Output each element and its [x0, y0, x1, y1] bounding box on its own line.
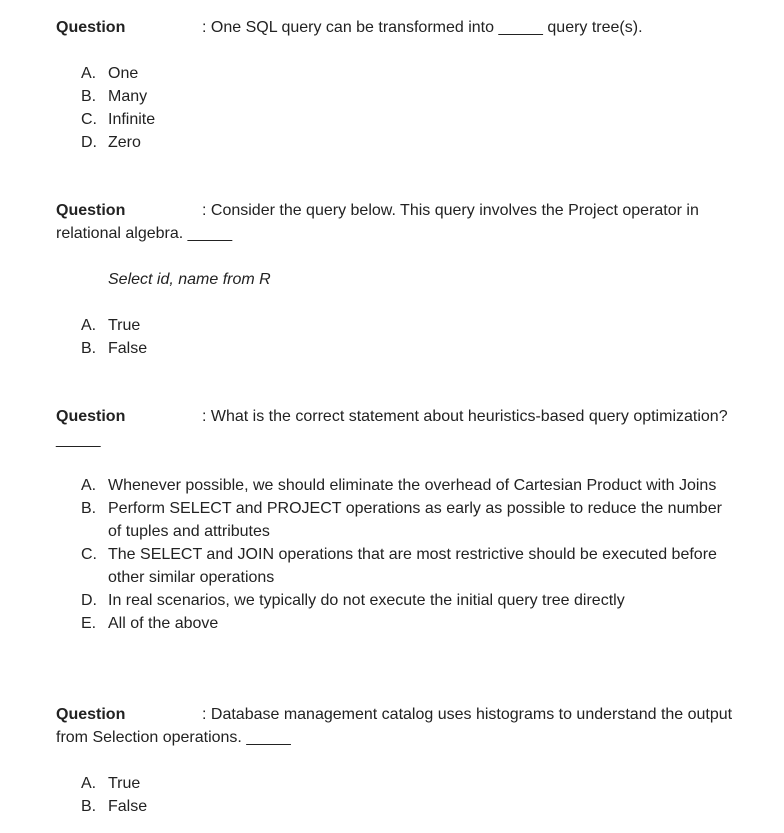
question-3-options — [81, 474, 731, 635]
option-letter: E. — [81, 615, 97, 632]
option-text: All of the above — [108, 615, 219, 632]
option-a — [81, 314, 731, 337]
question-1 — [56, 16, 736, 39]
question-label: Question — [56, 706, 126, 723]
option-b — [81, 337, 731, 360]
question-3 — [56, 405, 736, 451]
option-c — [81, 108, 731, 131]
option-text: In real scenarios, we typically do not execute the initial query tree directly — [108, 592, 625, 609]
option-letter: A. — [81, 317, 97, 334]
question-1-stem — [56, 16, 736, 39]
option-text: Whenever possible, we should eliminate the overhead of Cartesian Product with Joins — [108, 477, 717, 494]
option-letter: A. — [81, 477, 97, 494]
question-2-options — [81, 314, 731, 360]
question-2-stem — [56, 199, 736, 245]
option-letter: B. — [81, 798, 97, 815]
question-4 — [56, 703, 736, 749]
question-label: Question — [56, 202, 126, 219]
question-label: Question — [56, 408, 126, 425]
option-text: One — [108, 65, 139, 82]
option-text: Infinite — [108, 111, 156, 128]
option-text: Zero — [108, 134, 141, 151]
option-a — [81, 474, 731, 497]
option-letter: C. — [81, 111, 97, 128]
option-c — [81, 543, 731, 589]
question-4-options — [81, 772, 731, 818]
option-text: Perform SELECT and PROJECT operations as early as possible to reduce the number of tuples and attributes — [108, 500, 722, 540]
question-label: Question — [56, 19, 126, 36]
option-letter: A. — [81, 775, 97, 792]
question-text: : What is the correct statement about heuristics-based query optimization? _____ — [56, 408, 728, 448]
option-text: Many — [108, 88, 148, 105]
option-text: True — [108, 317, 141, 334]
option-letter: A. — [81, 65, 97, 82]
question-2 — [56, 199, 736, 245]
question-text: : Consider the query below. This query involves the Project operator in relational algebra. _____ — [56, 202, 699, 242]
option-b — [81, 795, 731, 818]
option-letter: B. — [81, 340, 97, 357]
option-e — [81, 612, 731, 635]
option-b — [81, 497, 731, 543]
question-1-options — [81, 62, 731, 154]
query-code-sample: Select id, name from R — [108, 271, 271, 288]
option-d — [81, 131, 731, 154]
question-text: : One SQL query can be transformed into _____ query tree(s). — [202, 19, 643, 36]
option-a — [81, 772, 731, 795]
option-a — [81, 62, 731, 85]
question-text: : Database management catalog uses histograms to understand the output from Selection operations. _____ — [56, 706, 733, 746]
option-d — [81, 589, 731, 612]
option-letter: C. — [81, 546, 97, 563]
option-letter: D. — [81, 134, 97, 151]
option-letter: B. — [81, 500, 97, 517]
option-text: True — [108, 775, 141, 792]
option-text: False — [108, 798, 148, 815]
question-4-stem — [56, 703, 736, 749]
option-letter: B. — [81, 88, 97, 105]
option-b — [81, 85, 731, 108]
question-3-stem — [56, 405, 736, 451]
option-letter: D. — [81, 592, 97, 609]
option-text: The SELECT and JOIN operations that are most restrictive should be executed before other similar operations — [108, 546, 717, 586]
option-text: False — [108, 340, 148, 357]
